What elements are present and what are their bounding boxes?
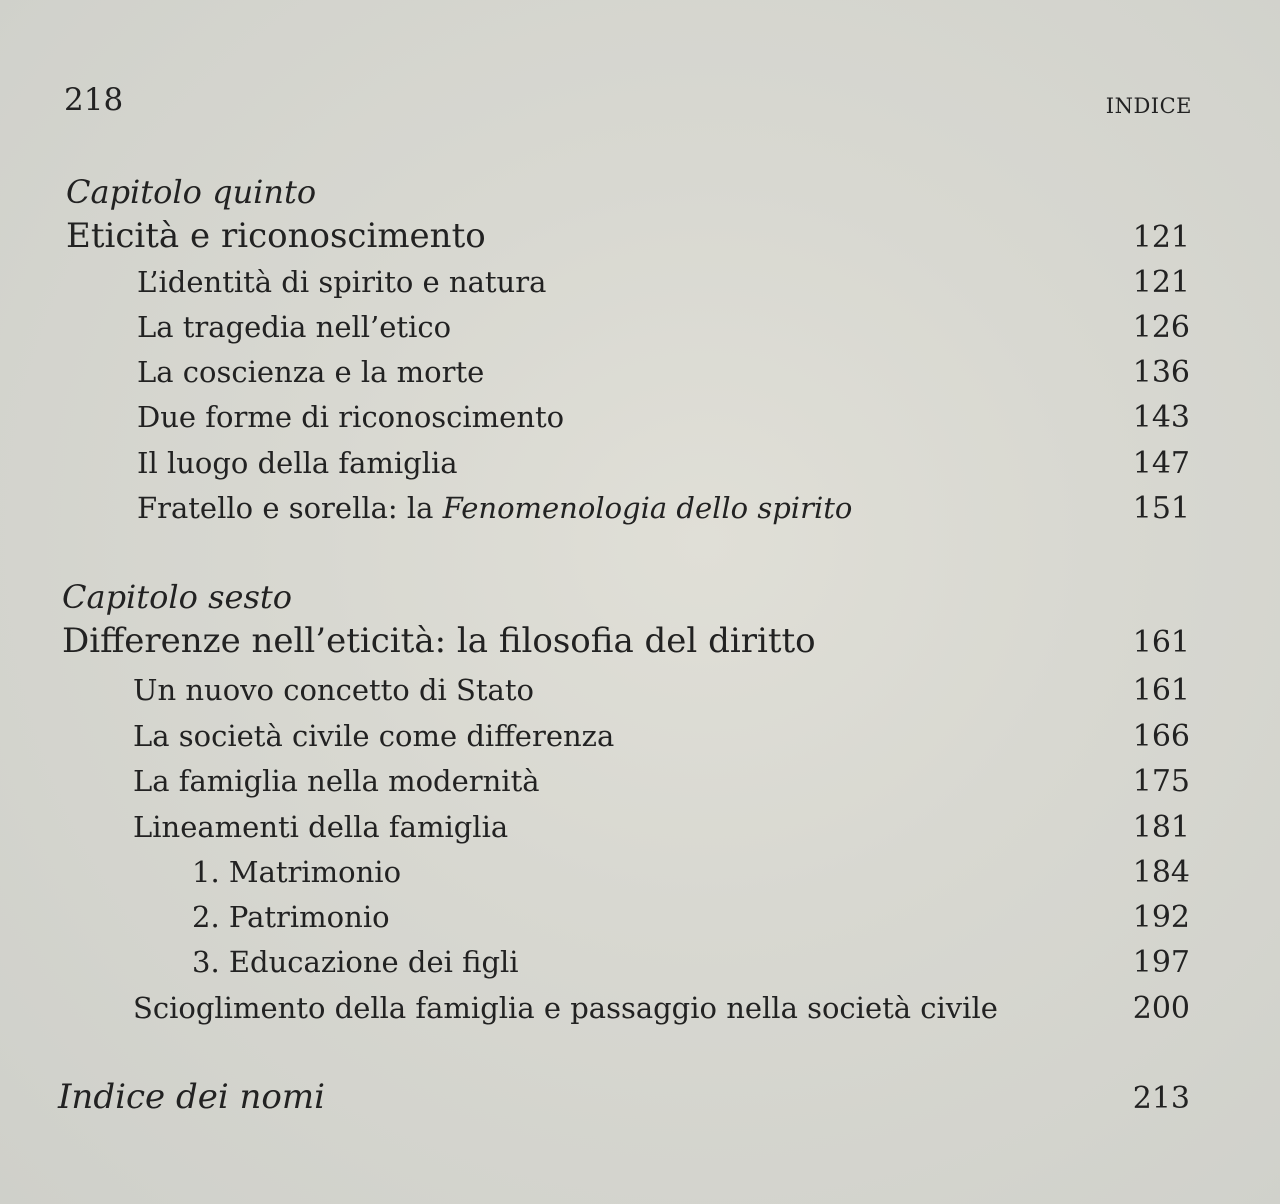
entry-title: Due forme di riconoscimento [137, 400, 565, 434]
toc-entry[interactable] [133, 807, 1190, 848]
toc-entry[interactable] [137, 307, 1190, 348]
running-head: INDICE [1105, 94, 1192, 118]
entry-page: 184 [1132, 855, 1190, 890]
toc-entry[interactable] [137, 488, 1190, 529]
entry-page: 197 [1132, 945, 1190, 980]
toc-entry[interactable] [137, 262, 1190, 303]
entry-title: Il luogo della famiglia [137, 446, 458, 480]
entry-page: 151 [1132, 491, 1190, 526]
entry-title: Scioglimento della famiglia e passaggio nella società civile [133, 991, 998, 1025]
toc-entry-subsection[interactable] [192, 942, 1190, 983]
entry-page: 121 [1132, 220, 1190, 255]
entry-title: L’identità di spirito e natura [137, 265, 547, 299]
toc-entry[interactable] [133, 988, 1190, 1029]
entry-page: 126 [1132, 310, 1190, 345]
entry-page: 175 [1132, 764, 1190, 799]
entry-page: 161 [1132, 673, 1190, 708]
entry-title: La società civile come differenza [133, 719, 615, 753]
entry-title: Indice dei nomi [58, 1077, 325, 1117]
entry-page: 166 [1132, 719, 1190, 754]
toc-entry-chapter-title[interactable] [66, 214, 1190, 260]
entry-page: 147 [1132, 446, 1190, 481]
entry-title: 2. Patrimonio [192, 900, 390, 934]
toc-entry-chapter-title[interactable] [62, 619, 1190, 665]
entry-title [137, 488, 852, 528]
entry-page: 136 [1132, 355, 1190, 390]
page-number: 218 [64, 82, 124, 118]
entry-title-italic: Fenomenologia dello spirito [442, 491, 853, 525]
entry-title: Un nuovo concetto di Stato [133, 673, 534, 707]
entry-page: 143 [1132, 400, 1190, 435]
entry-page: 192 [1132, 900, 1190, 935]
toc-entry-subsection[interactable] [192, 852, 1190, 893]
entry-page: 121 [1132, 265, 1190, 300]
chapter-label: Capitolo quinto [66, 173, 317, 211]
entry-title: La tragedia nell’etico [137, 310, 452, 344]
toc-entry[interactable] [137, 352, 1190, 393]
entry-title-prefix: Fratello e sorella: la [137, 491, 434, 525]
entry-title: La famiglia nella modernità [133, 764, 540, 798]
toc-entry[interactable] [137, 443, 1190, 484]
chapter-label: Capitolo sesto [62, 578, 292, 616]
entry-page: 200 [1132, 991, 1190, 1026]
entry-page: 161 [1132, 625, 1190, 660]
toc-entry[interactable] [133, 761, 1190, 802]
toc-entry[interactable] [137, 397, 1190, 438]
entry-page: 181 [1132, 810, 1190, 845]
entry-title: 1. Matrimonio [192, 855, 402, 889]
entry-title: Differenze nell’eticità: la filosofia del diritto [62, 621, 816, 661]
entry-page: 213 [1132, 1081, 1190, 1116]
entry-title: Lineamenti della famiglia [133, 810, 509, 844]
entry-title: 3. Educazione dei figli [192, 945, 519, 979]
toc-entry[interactable] [133, 670, 1190, 711]
toc-entry-index[interactable] [58, 1075, 1190, 1121]
toc-entry-subsection[interactable] [192, 897, 1190, 938]
entry-title: La coscienza e la morte [137, 355, 485, 389]
toc-entry[interactable] [133, 716, 1190, 757]
entry-title: Eticità e riconoscimento [66, 216, 486, 256]
